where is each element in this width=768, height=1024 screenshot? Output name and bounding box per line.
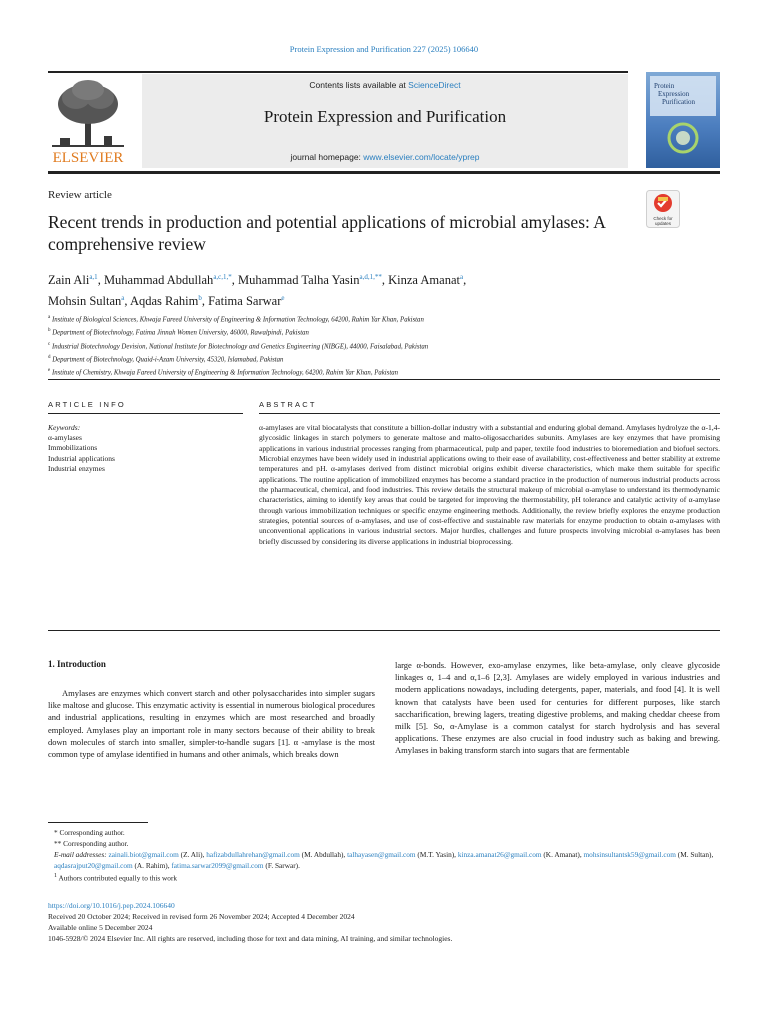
author-affil-sup[interactable]: a,1 xyxy=(89,273,98,281)
publication-info xyxy=(48,900,720,944)
keyword-item: Industrial enzymes xyxy=(48,463,105,473)
article-info-heading: ARTICLE INFO xyxy=(48,400,126,409)
intro-left-column: Amylases are enzymes which convert starch and other polysaccharides into simpler sugars like maltose and glucose. This enzymatic activity is essential in numerous biological procedures and industrial applications, resulting in enzymes which are most researched and broadly employed. Amylases play an important role in many sectors because of their ability to break down molecules of starch into smaller, simpler-to-handle sugars [1]. α -amylase is the most common type of amylase identified in humans and other animals, which breaks down xyxy=(48,688,375,760)
email-link[interactable]: zainali.biot@gmail.com xyxy=(108,850,179,859)
svg-text:Protein: Protein xyxy=(654,82,675,90)
intro-right-column: large α-bonds. However, exo-amylase enzymes, like beta-amylase, only cleave glycoside linkages α, 1–4 and α,1–6 [2,3]. Amylases are widely employed in various industries and modern applications nowadays, including detergents, paper, materials, and food [4]. It is well known that catalysts have been used for centuries for different purposes, like starch saccharification, brewing lagers, treating digestive problems, and making cheddar cheese from milk [5]. So, α-Amylase is a common catalyst for starch hydrolysis and has several applications. These enzymes are also crucial in food industry such as baking and brewing. Amylases in baking transform starch into sugars that are fermentable xyxy=(395,660,720,756)
copyright-line: 1046-5928/© 2024 Elsevier Inc. All rights are reserved, including those for text and data mining, AI training, and similar technologies. xyxy=(48,934,453,943)
email-link[interactable]: mohsinsultantsk59@gmail.com xyxy=(583,850,676,859)
doi-link[interactable]: https://doi.org/10.1016/j.pep.2024.106640 xyxy=(48,901,175,910)
author-list: Zain Ali$^{a,1}$, Muhammad Abdullah$^{a,c,1,*}$, Muhammad Talha Yasin$^{a,d,1,**}$, Kinza Amanat$^a$, Mohsin Sultan$^a$, Aqdas Rahim$^b$, Fatima Sarwar$^e$ xyxy=(48,273,467,309)
author-name[interactable]: Kinza Amanat xyxy=(388,273,460,288)
author-name[interactable]: Zain Ali xyxy=(48,273,90,288)
affiliation-item: $^b$ Department of Biotechnology, Fatima Jinnah Women University, 46000, Rawalpindi, Pakistan xyxy=(48,328,309,337)
author-affil-sup[interactable]: b xyxy=(198,294,202,303)
author-name[interactable]: Muhammad Talha Yasin xyxy=(238,273,360,288)
author-affil-sup[interactable]: a xyxy=(121,294,125,303)
affiliation-item: $^a$ Institute of Biological Sciences, Khwaja Fareed University of Engineering & Information Technology, 64200, Rahim Yar Khan, Pakistan xyxy=(48,315,424,324)
svg-text:updates: updates xyxy=(654,221,672,226)
corresponding-author-note: ** Corresponding author. xyxy=(54,839,129,848)
abstract-text: α-amylases are vital biocatalysts that constitute a billion-dollar industry with a substantial and enduring global demand. Amylases hydrolyze the α-1,4-glycosidic linkages in starch polymers to generate maltose and malto-oligosaccharides subunits. Amylases are key enzymes that have promising applications in various industrial processes ranging from pharmaceutical, pulp and paper, textile food industries to bioremediation and biofuel sectors. Microbial enzymes have been widely used in industrial applications owing to their ease of availability, cost-effectiveness and better stability at extreme temperatures and pH. α-amylases derived from distinct microbial origins exhibit diverse characteristics, which make them suitable for specific applications. The routine application of immobilized enzymes has become a standard practice in the production of numerous industrial products across the pharmaceutical, chemical, and food industries. This review details the structural makeup of microbial α-amylase to understand its thermodynamic characteristics, aiming to identify key areas that could be targeted for improving the thermostability, pH tolerance and catalytic activity of α-amylase through various immobilization techniques or specific enzyme engineering methods. Additionally, the review briefly explores the enzyme production strategies, potential sources of α-amylases, and use of cost-effective and sustainable raw materials for enzyme production to obtain α-amylases with unconventional applications in various industrial sectors. Major hurdles, challenges and future prospects involving microbial α-amylases has been briefly discussed by considering its diverse applications in industrial bioprocessing. xyxy=(259,423,720,546)
paper-title: Recent trends in production and potential applications of microbial amylases: A comprehensive review xyxy=(48,212,605,254)
divider xyxy=(48,413,243,414)
elsevier-wordmark: ELSEVIER xyxy=(52,150,124,166)
footnotes xyxy=(48,827,720,883)
email-link[interactable]: fatima.sarwar2099@gmail.com xyxy=(171,861,264,870)
email-link[interactable]: talhayasen@gmail.com xyxy=(347,850,416,859)
journal-cover-image[interactable] xyxy=(646,72,720,168)
svg-text:Expression: Expression xyxy=(658,90,690,98)
homepage-line: journal homepage: www.elsevier.com/locate/yprep xyxy=(290,152,480,162)
received-dates: Received 20 October 2024; Received in revised form 26 November 2024; Accepted 4 December 2024 xyxy=(48,912,355,921)
divider xyxy=(48,630,720,631)
abstract-heading: ABSTRACT xyxy=(259,400,317,409)
sciencedirect-link[interactable]: ScienceDirect xyxy=(408,80,461,90)
affiliation-item: $^c$ Industrial Biotechnology Devision, National Institute for Biotechnology and Genetics Engineering (NIBGE), 44000, Faisalabad, Pakistan xyxy=(48,341,429,350)
journal-title: Protein Expression and Purification xyxy=(263,107,507,126)
email-link[interactable]: hafizabdullahrehan@gmail.com xyxy=(206,850,300,859)
affiliation-item: $^d$ Department of Biotechnology, Quaid-i-Azam University, 45320, Islamabad, Pakistan xyxy=(48,354,284,364)
author-affil-sup[interactable]: a xyxy=(459,273,464,281)
keyword-list xyxy=(48,433,115,474)
journal-citation[interactable]: Protein Expression and Purification 227 (2025) 106640 xyxy=(289,44,479,54)
author-affil-sup[interactable]: a,d,1,** xyxy=(359,273,382,281)
homepage-link[interactable]: www.elsevier.com/locate/yprep xyxy=(363,152,480,162)
svg-text:Check for: Check for xyxy=(653,216,673,221)
author-affil-sup[interactable]: e xyxy=(281,294,285,303)
check-for-updates-badge[interactable] xyxy=(646,190,680,228)
keywords-label: Keywords: xyxy=(48,423,81,432)
available-online: Available online 5 December 2024 xyxy=(48,923,153,932)
author-name[interactable]: Aqdas Rahim xyxy=(129,294,199,309)
corresponding-author-note: * Corresponding author. xyxy=(54,828,125,837)
email-link[interactable]: kinza.amanat26@gmail.com xyxy=(457,850,542,859)
banner-bottom-rule xyxy=(48,171,720,174)
affiliation-item: $^e$ Institute of Chemistry, Khwaja Fareed University of Engineering & Information Technology, 64200, Rahim Yar Khan, Pakistan xyxy=(48,368,399,377)
divider xyxy=(259,413,720,414)
keyword-item: Immobilizations xyxy=(48,443,98,453)
author-affil-sup[interactable]: a,c,1,* xyxy=(213,273,232,281)
equal-contribution-note: $^1$ Authors contributed equally to this work xyxy=(54,873,178,883)
email-link[interactable]: aqdasrajput20@gmail.com xyxy=(54,861,133,870)
email-addresses: E-mail addresses: zainali.biot@gmail.com (Z. Ali), hafizabdullahrehan@gmail.com (M. Abdullah), talhayasen@gmail.com (M.T. Yasin), kinza.amanat26@gmail.com (K. Amanat), mohsinsultantsk59@gmail.com (M. Sultan), aqdasrajput20@gmail.com (A. Rahim), fatima.sarwar2099@gmail.com (F. Sarwar). xyxy=(54,850,714,870)
elsevier-logo[interactable] xyxy=(48,76,128,166)
contents-line: Contents lists available at ScienceDirect xyxy=(309,80,461,90)
banner-top-rule xyxy=(48,71,628,73)
svg-text:Purification: Purification xyxy=(662,98,696,106)
article-type: Review article xyxy=(48,189,112,201)
author-name[interactable]: Mohsin Sultan xyxy=(48,294,122,309)
footnote-rule xyxy=(48,822,148,823)
keyword-item: α-amylases xyxy=(48,433,82,442)
keyword-item: Industrial applications xyxy=(48,453,115,463)
author-name[interactable]: Muhammad Abdullah xyxy=(103,273,214,288)
author-name[interactable]: Fatima Sarwar xyxy=(208,294,282,309)
section-heading-introduction: 1. Introduction xyxy=(48,659,106,669)
divider xyxy=(48,379,720,380)
affiliation-list xyxy=(48,312,720,378)
